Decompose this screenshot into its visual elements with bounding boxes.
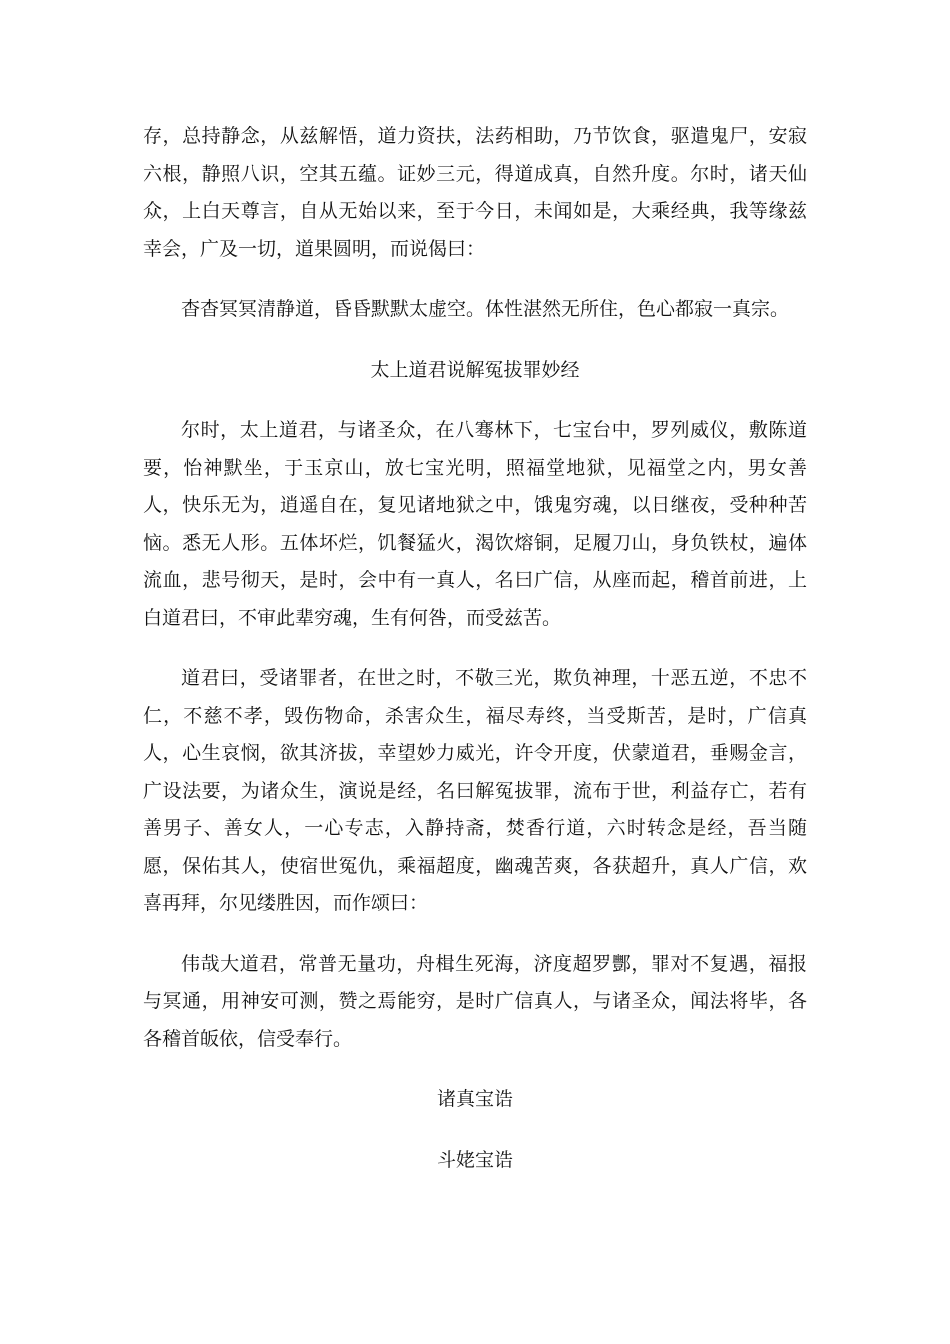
body-paragraph: 尔时，太上道君，与诸圣众，在八骞林下，七宝台中，罗列威仪，敷陈道要，怡神默坐，于玉京山，放七宝光明，照福堂地狱，见福堂之内，男女善人，快乐无为，逍遥自在，复见诸地狱之中，饿鬼穷魂，以日继夜，受种种苦恼。悉无人形。五体坏烂，饥餐猛火，渴饮熔铜，足履刀山，身负铁杖，遍体流血，悲号彻天，是时，会中有一真人，名曰广信，从座而起，稽首前进，上白道君曰，不审此辈穷魂，生有何咎，而受兹苦。 bbox=[143, 419, 807, 629]
body-paragraph: 伟哉大道君，常普无量功，舟楫生死海，济度超罗酆，罪对不复遇，福报与冥通，用神安可测，赞之焉能穷，是时广信真人，与诸圣众，闻法将毕，各各稽首皈依，信受奉行。 bbox=[143, 952, 807, 1050]
section-heading-sutra: 太上道君说解冤拔罪妙经 bbox=[370, 358, 580, 381]
body-paragraph: 道君曰，受诸罪者，在世之时，不敬三光，欺负神理，十恶五逆，不忠不仁，不慈不孝，毁伤物命，杀害众生，福尽寿终，当受斯苦，是时，广信真人，心生哀悯，欲其济拔，幸望妙力威光，许令开度，伏蒙道君，垂赐金言，广设法要，为诸众生，演说是经，名曰解冤拔罪，流布于世，利益存亡，若有善男子、善女人，一心专志，入静持斋，焚香行道，六时转念是经，吾当随愿，保佑其人，使宿世冤仇，乘福超度，幽魂苦爽，各获超升，真人广信，欢喜再拜，尔见缕胜因，而作颂曰： bbox=[143, 667, 807, 914]
verse-paragraph: 杳杳冥冥清静道，昏昏默默太虚空。体性湛然无所住，色心都寂一真宗。 bbox=[181, 298, 790, 320]
section-heading-doumu: 斗姥宝诰 bbox=[436, 1148, 513, 1171]
document-page bbox=[143, 118, 807, 1202]
paragraph-continuation: 存，总持静念，从兹解悟，道力资扶，法药相助，乃节饮食，驱遣鬼尸，安寂六根，静照八识，空其五蕴。证妙三元，得道成真，自然升度。尔时，诸天仙众，上白天尊言，自从无始以来，至于今日，未闻如是，大乘经典，我等缘兹幸会，广及一切，道果圆明，而说偈曰： bbox=[143, 125, 807, 260]
section-heading-baogao: 诸真宝诰 bbox=[436, 1088, 513, 1110]
